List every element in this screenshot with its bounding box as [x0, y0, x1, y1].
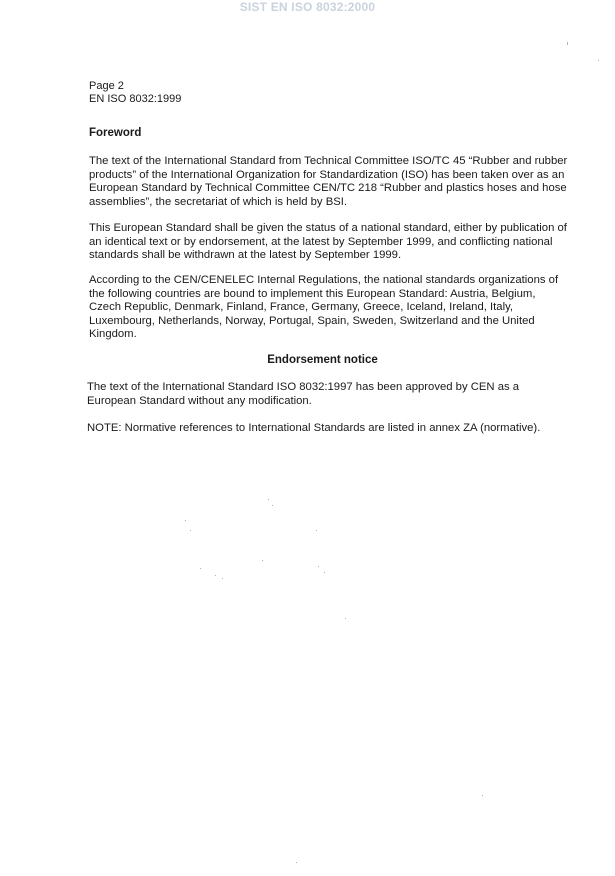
- foreword-paragraph-1: The text of the International Standard from Technical Committee ISO/TC 45 “Rubber and rubber products” of the International Organization for Standardization (ISO) has been taken over as an European Standard by Technical Committee CEN/TC 218 “Rubber and plastics hoses and hose assemblies”, the secretariat of which is held by BSI.: [89, 155, 568, 208]
- scan-speck: [598, 60, 599, 61]
- scan-speck: [268, 499, 269, 500]
- normative-note: NOTE: Normative references to International Standards are listed in annex ZA (normative).: [87, 422, 541, 434]
- scan-speck: [324, 572, 325, 573]
- scan-speck: [190, 530, 191, 531]
- scan-speck: [316, 530, 317, 531]
- scan-speck: [318, 566, 319, 567]
- scan-speck: [567, 42, 568, 45]
- page-number: Page 2: [89, 80, 124, 92]
- standard-id: EN ISO 8032:1999: [89, 92, 182, 105]
- scan-speck: [215, 575, 216, 576]
- foreword-paragraph-3: According to the CEN/CENELEC Internal Regulations, the national standards organizations of the following countries are bound to implement this European Standard: Austria, Belgium, Czech Republic, Denmark, Finland, France, Germany, Greece, Iceland, Ireland, Italy, Luxembourg, Netherlands, Norway, Portugal, Spain, Sweden, Switzerland and the United Kingdom.: [89, 274, 559, 340]
- scan-speck: [222, 578, 223, 579]
- scan-speck: [262, 560, 263, 561]
- foreword-heading: Foreword: [89, 127, 142, 139]
- scan-speck: [185, 520, 186, 521]
- scan-speck: [272, 505, 273, 506]
- watermark: SIST EN ISO 8032:2000: [239, 0, 376, 14]
- foreword-paragraph-2: This European Standard shall be given the status of a national standard, either by publication of an identical text or by endorsement, at the latest by September 1999, and conflicting national standards shall be withdrawn at the latest by September 1999.: [89, 222, 567, 261]
- scan-speck: [296, 862, 297, 863]
- endorsement-heading: Endorsement notice: [267, 354, 378, 366]
- endorsement-paragraph: The text of the International Standard ISO 8032:1997 has been approved by CEN as a European Standard without any modification.: [87, 381, 520, 407]
- scan-speck: [345, 618, 346, 619]
- scan-speck: [482, 795, 483, 796]
- scan-speck: [200, 568, 201, 569]
- page-header: [89, 80, 181, 105]
